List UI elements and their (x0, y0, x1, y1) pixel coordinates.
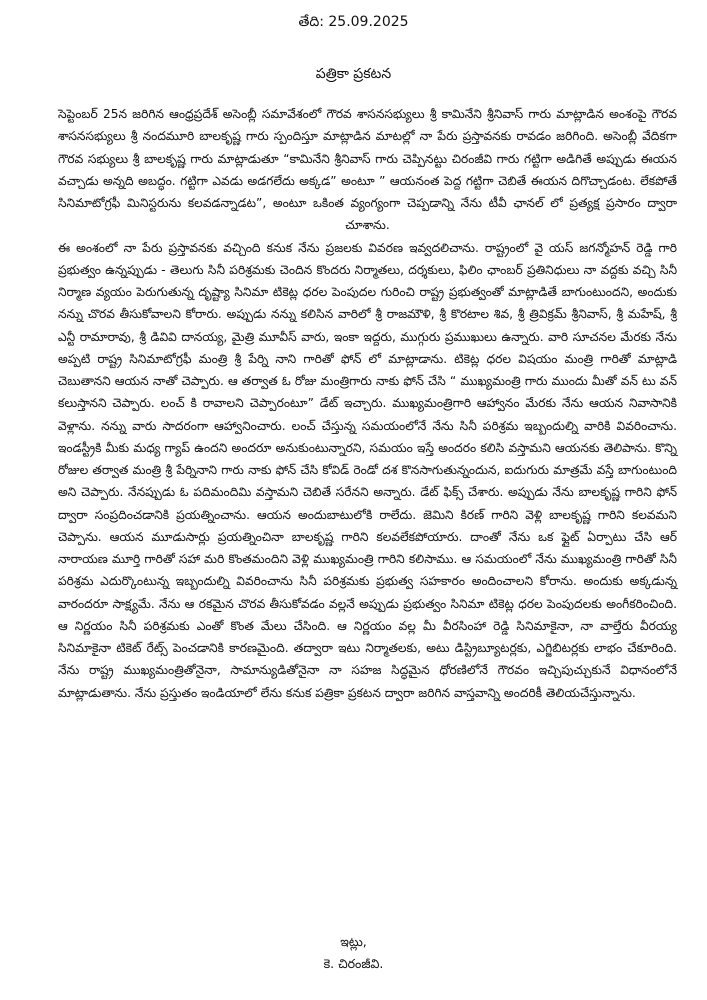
document-body (58, 103, 677, 704)
document-heading: పత్రికా ప్రకటన (315, 66, 392, 82)
body-paragraph-1: సెప్టెంబర్ 25న జరిగిన ఆంధ్రప్రదేశ్ అసెంబ్లీ సమావేశంలో గౌరవ శాసనసభ్యులు శ్రీ కామినేని శ్రీనివాస్ గారు మాట్లాడిన అంశంపై గౌరవ శాసనసభ్యులు శ్రీ నందమూరి బాలకృష్ణ గారు స్పందిస్తూ మాట్లాడిన మాటల్లో నా పేరు ప్రస్తావనకు రావడం జరిగింది. అసెంబ్లీ వేదికగా గౌరవ సభ్యులు శ్రీ బాలకృష్ణ గారు మాట్లాడుతూ “కామినేని శ్రీనివాస్ గారు చెప్పినట్టు చిరంజీవి గారు గట్టిగా అడిగితే అప్పుడు ఈయన వచ్చాడు అన్నది అబద్ధం. గట్టిగా ఎవడు అడగలేదు అక్కడ” అంటూ ” ఆయనంత పెద్ద గట్టిగా చెబితే ఈయన దిగొచ్చాడంట. లేకపోతే సినిమాటోగ్రఫీ మినిస్టరును కలవడన్నాడట”, అంటూ ఒకింత వ్యంగ్యంగా చెప్పడాన్ని నేను టీవీ ఛానల్ లో ప్రత్యక్ష ప్రసారం ద్వారా చూశాను. (58, 107, 677, 233)
signature: కె. చిరంజీవి. (323, 956, 384, 971)
document-date: తేది: 25.09.2025 (298, 14, 409, 30)
body-paragraph-2: ఈ అంశంలో నా పేరు ప్రస్తావనకు వచ్చింది కనుక నేను ప్రజలకు వివరణ ఇవ్వదలిచాను. రాష్ట్రంలో వై యస్ జగన్మోహన్ రెడ్డి గారి ప్రభుత్వం ఉన్నప్పుడు - తెలుగు సినీ పరిశ్రమకు చెందిన కొందరు నిర్మాతలు, దర్శకులు, ఫిలిం ఛాంబర్ ప్రతినిధులు నా వద్దకు వచ్చి సినీ నిర్మాణ వ్యయం పెరుగుతున్న దృష్ట్యా సినిమా టికెట్ల ధరల పెంపుదల గురించి రాష్ట్ర ప్రభుత్వంతో మాట్లాడితే బాగుంటుందని, అందుకు నన్ను చొరవ తీసుకోవాలని కోరారు. అప్పుడు నన్ను కలిసిన వారిలో శ్రీ రాజమౌళి, శ్రీ కొరటాల శివ, శ్రీ త్రివిక్రమ్ శ్రీనివాస్, శ్రీ మహేష్, శ్రీ ఎన్టీ రామారావు, శ్రీ డివివి దానయ్య, మైత్రి మూవీస్ వారు, ఇంకా ఇద్దరు, ముగ్గురు ప్రముఖులు ఉన్నారు. వారి సూచనల మేరకు నేను అప్పటి రాష్ట్ర సినిమాటోగ్రఫీ మంత్రి శ్రీ పేర్ని నాని గారితో ఫోన్ లో మాట్లాడాను. టికెట్ల ధరల విషయం మంత్రి గారితో మాట్లాడి చెబుతానని ఆయన నాతో చెప్పారు. ఆ తర్వాత ఓ రోజు మంత్రిగారు నాకు ఫోన్ చేసి “ ముఖ్యమంత్రి గారు ముందు మీతో వన్ టు వన్ కలుస్తానని చెప్పారు. లంచ్ కి రావాలని చెప్పారంటూ” డేట్ ఇచ్చారు. ముఖ్యమంత్రిగారి ఆహ్వానం మేరకు నేను ఆయన నివాసానికి వెళ్లాను. నన్ను వారు సాదరంగా ఆహ్వానించారు. లంచ్ చేస్తున్న సమయంలోనే నేను సినీ పరిశ్రమ ఇబ్బందుల్ని వారికి వివరించాను. ఇండస్ట్రీకి మీకు మధ్య గ్యాప్ ఉందని అందరూ అనుకుంటున్నారని, సమయం ఇస్తే అందరం కలిసి వస్తామని ఆయనకు తెలిపాను. కొన్ని రోజుల తర్వాత మంత్రి శ్రీ పేర్నినాని గారు నాకు ఫోన్ చేసి కోవిడ్ రెండో దశ కొనసాగుతున్నందున, ఐదుగురు మాత్రమే వస్తే బాగుంటుంది అని చెప్పారు. నేనప్పుడు ఓ పదిమందిమి వస్తామని చెబితే సరేనని అన్నారు. డేట్ ఫిక్స్ చేశారు. అప్పుడు నేను బాలకృష్ణ గారిని ఫోన్ ద్వారా సంప్రదించడానికి ప్రయత్నించాను. ఆయన అందుబాటులోకి రాలేదు. జెమిని కిరణ్ గారిని వెళ్లి బాలకృష్ణ గారిని కలవమని చెప్పాను. ఆయన మూడుసార్లు ప్రయత్నించినా బాలకృష్ణ గారిని కలవలేకపోయారు. దాంతో నేను ఒక ఫ్లైట్ ఏర్పాటు చేసి ఆర్ నారాయణ మూర్తి గారితో సహా మరి కొంతమందిని వెళ్లి ముఖ్యమంత్రి గారిని కలిసాము. ఆ సమయంలో నేను ముఖ్యమంత్రి గారితో సినీ పరిశ్రమ ఎదుర్కొంటున్న ఇబ్బందుల్ని వివరించాను సినీ పరిశ్రమకు ప్రభుత్వ సహకారం అందించాలని కోరాను. అందుకు అక్కడున్న వారందరూ సాక్ష్యమే. నేను ఆ రకమైన చొరవ తీసుకోవడం వల్లనే అప్పుడు ప్రభుత్వం సినిమా టికెట్ల ధరల పెంపుదలకు అంగీకరించింది. ఆ నిర్ణయం సినీ పరిశ్రమకు ఎంతో కొంత మేలు చేసింది. ఆ నిర్ణయం వల్ల మీ వీరసింహా రెడ్డి సినిమాకైనా, నా వాల్తేరు వీరయ్య సినిమాకైనా టికెట్ రేట్స్ పెంచడానికి కారణమైంది. తద్వారా ఇటు నిర్మాతలకు, అటు డిస్ట్రిబ్యూటర్లకు, ఎగ్జిబిటర్లకు లాభం చేకూరింది. నేను రాష్ట్ర ముఖ్యమంత్రితోనైనా, సామాన్యుడితోనైనా నా సహజ సిద్ధమైన ధోరణిలోనే గౌరవం ఇచ్చిపుచ్చుకునే విధానంలోనే మాట్లాడుతాను. నేను ప్రస్తుతం ఇండియాలో లేను కనుక పత్రికా ప్రకటన ద్వారా జరిగిన వాస్తవాన్ని అందరికీ తెలియచేస్తున్నాను. (58, 240, 677, 700)
closing-salutation: ఇట్లు, (340, 934, 367, 949)
